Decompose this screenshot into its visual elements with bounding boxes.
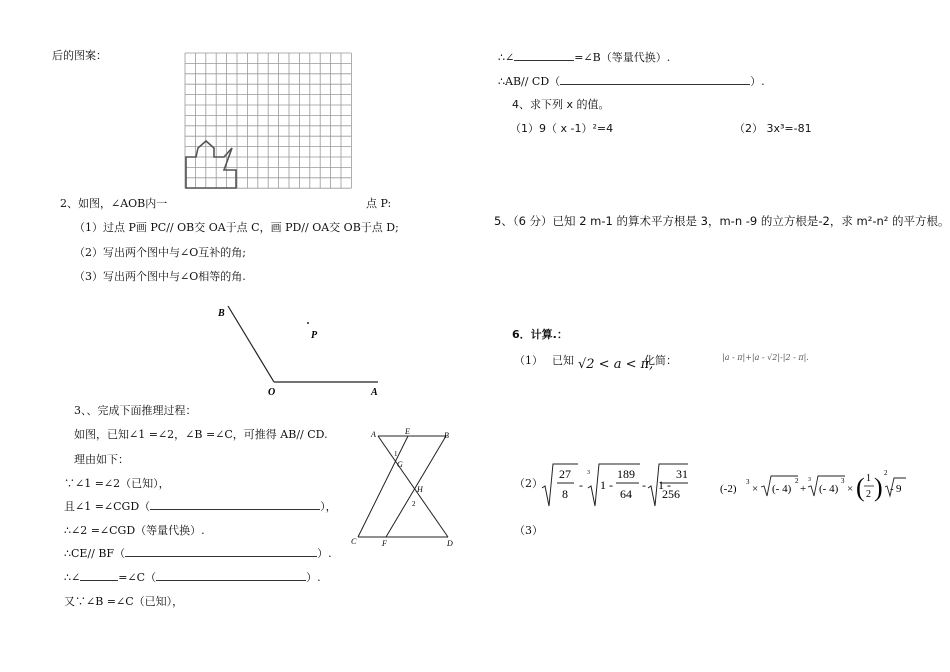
angle-aob-figure	[210, 300, 390, 400]
q3-line-1: ∵∠1 =∠2（已知），	[64, 477, 170, 490]
term-b: (- 4)	[772, 483, 792, 495]
q6-p1-text: 已知	[552, 354, 574, 367]
f1-denominator: 8	[562, 487, 568, 501]
q2-intro-tail: 点 P:	[366, 197, 392, 210]
q3-blank-3[interactable]	[80, 570, 118, 581]
right-line-2	[498, 73, 765, 89]
term-a: (-2)	[720, 483, 737, 495]
q4-part-2: （2） 3x³=-81	[734, 122, 812, 135]
q3-given: 如图，已知∠1 =∠2，∠B =∠C，可推得 AB// CD.	[74, 428, 328, 441]
plus-1: +	[800, 483, 807, 495]
q2-intro-text: 2、如图，∠AOB内一	[60, 197, 168, 210]
cube-index-2: 3	[808, 477, 811, 483]
expression-radicals-tail	[658, 470, 692, 508]
q3-blank-2[interactable]	[125, 546, 317, 557]
label-b: B	[218, 308, 225, 319]
right-line-2-pre: ∴AB// CD（	[498, 75, 561, 88]
label-e: E	[405, 427, 410, 436]
q4-title: 4、求下列 x 的值。	[512, 98, 610, 111]
q2-item-1: （1）过点 P画 PC// OB交 OA于点 C，画 PD// OA交 OB于点 D;	[74, 221, 399, 234]
expression-sqrt9	[884, 476, 908, 500]
minus-2: -	[642, 478, 646, 492]
q3-reason: 理由如下：	[74, 453, 129, 466]
label-o: O	[268, 387, 276, 398]
parallel-lines-figure	[344, 424, 464, 550]
right-line-1-pre: ∴∠	[498, 51, 515, 64]
pattern-shape	[186, 141, 236, 188]
expression-powers	[718, 466, 908, 508]
right-line-1-post: =∠B（等量代换）.	[574, 51, 671, 64]
label-d: D	[447, 539, 453, 548]
term-a-exp: 3	[746, 478, 750, 486]
label-a: A	[371, 387, 378, 398]
term-b-exp: 2	[795, 477, 799, 485]
q6-title: 6．计算.：	[512, 328, 568, 341]
q6-p1-tail: 化简：	[644, 354, 677, 367]
label-1: 1	[394, 450, 398, 458]
term-d-den: 2	[866, 489, 871, 500]
q3-line-5-pre: ∴∠	[64, 571, 81, 584]
q3-blank-1[interactable]	[150, 499, 320, 510]
pattern-label: 后的图案：	[52, 49, 107, 62]
times-2: ×	[847, 483, 854, 495]
q3-line-3: ∴∠2 =∠CGD（等量代换）.	[64, 524, 205, 537]
label-p: P	[311, 330, 318, 341]
q3-line-4-post: ）.	[317, 547, 332, 560]
paren-left: (	[856, 473, 865, 502]
times-1: ×	[752, 483, 759, 495]
f3-prefix: 1 -	[658, 478, 671, 492]
q2-item-3: （3）写出两个图中与∠O相等的角.	[74, 270, 246, 283]
label-h: H	[417, 485, 423, 494]
q6-p2-label: （2）	[514, 477, 543, 490]
f2-prefix: 1 -	[600, 478, 613, 492]
right-blank-1[interactable]	[514, 50, 574, 61]
minus-1: -	[579, 478, 583, 492]
label-f: F	[382, 539, 387, 548]
q3-line-4	[64, 545, 332, 561]
q3-blank-4[interactable]	[156, 570, 306, 581]
term-e: 9	[896, 483, 902, 495]
q6-p1-condition: √2 < a < π,	[578, 357, 654, 372]
q3-line-2-post: ），	[320, 500, 337, 513]
minus-3: -	[890, 483, 894, 495]
cube-index-1: 3	[587, 470, 590, 476]
label-a: A	[371, 430, 376, 439]
q3-line-6: 又∵∠B =∠C（已知），	[64, 595, 184, 608]
q2-intro	[60, 195, 167, 211]
f3-numerator: 31	[676, 467, 688, 481]
q3-line-5-post: ）.	[306, 571, 321, 584]
q3-line-4-pre: ∴CE// BF（	[64, 547, 126, 560]
label-b: B	[444, 431, 449, 440]
term-d-exp: 2	[884, 469, 888, 477]
grid-pattern-figure	[184, 52, 360, 192]
label-g: G	[397, 460, 403, 469]
f3-denominator: 256	[662, 487, 680, 501]
right-line-1	[498, 49, 670, 65]
paren-right: )	[874, 473, 883, 502]
f1-numerator: 27	[559, 467, 571, 481]
q4-part-1: （1）9（ x -1）²=4	[510, 122, 614, 135]
term-c-exp: 3	[841, 477, 845, 485]
label-c: C	[351, 537, 357, 546]
q6-p1-label: （1）	[514, 354, 543, 367]
q5-text: 5、（6 分）已知 2 m-1 的算术平方根是 3，m-n -9 的立方根是-2，求 m²-n² 的平方根。	[494, 214, 950, 228]
f2-denominator: 64	[620, 487, 632, 501]
q6-p3-label: （3）	[514, 524, 543, 537]
q3-line-5	[64, 569, 321, 585]
q3-line-5-mid: =∠C（	[118, 571, 157, 584]
term-c: (- 4)	[819, 483, 839, 495]
q6-p1-expression: |a - π|+|a - √2|-|2 - π|.	[722, 353, 809, 362]
f2-numerator: 189	[617, 467, 635, 481]
q3-line-2	[64, 498, 337, 514]
label-2: 2	[412, 500, 416, 508]
q2-item-2: （2）写出两个图中与∠O互补的角;	[74, 246, 246, 259]
right-blank-2[interactable]	[560, 74, 750, 85]
q3-title: 3、、完成下面推理过程：	[74, 404, 197, 417]
term-d-num: 1	[866, 473, 871, 484]
q3-line-2-pre: 且∠1 =∠CGD（	[64, 500, 151, 513]
right-line-2-post: ）.	[750, 75, 765, 88]
